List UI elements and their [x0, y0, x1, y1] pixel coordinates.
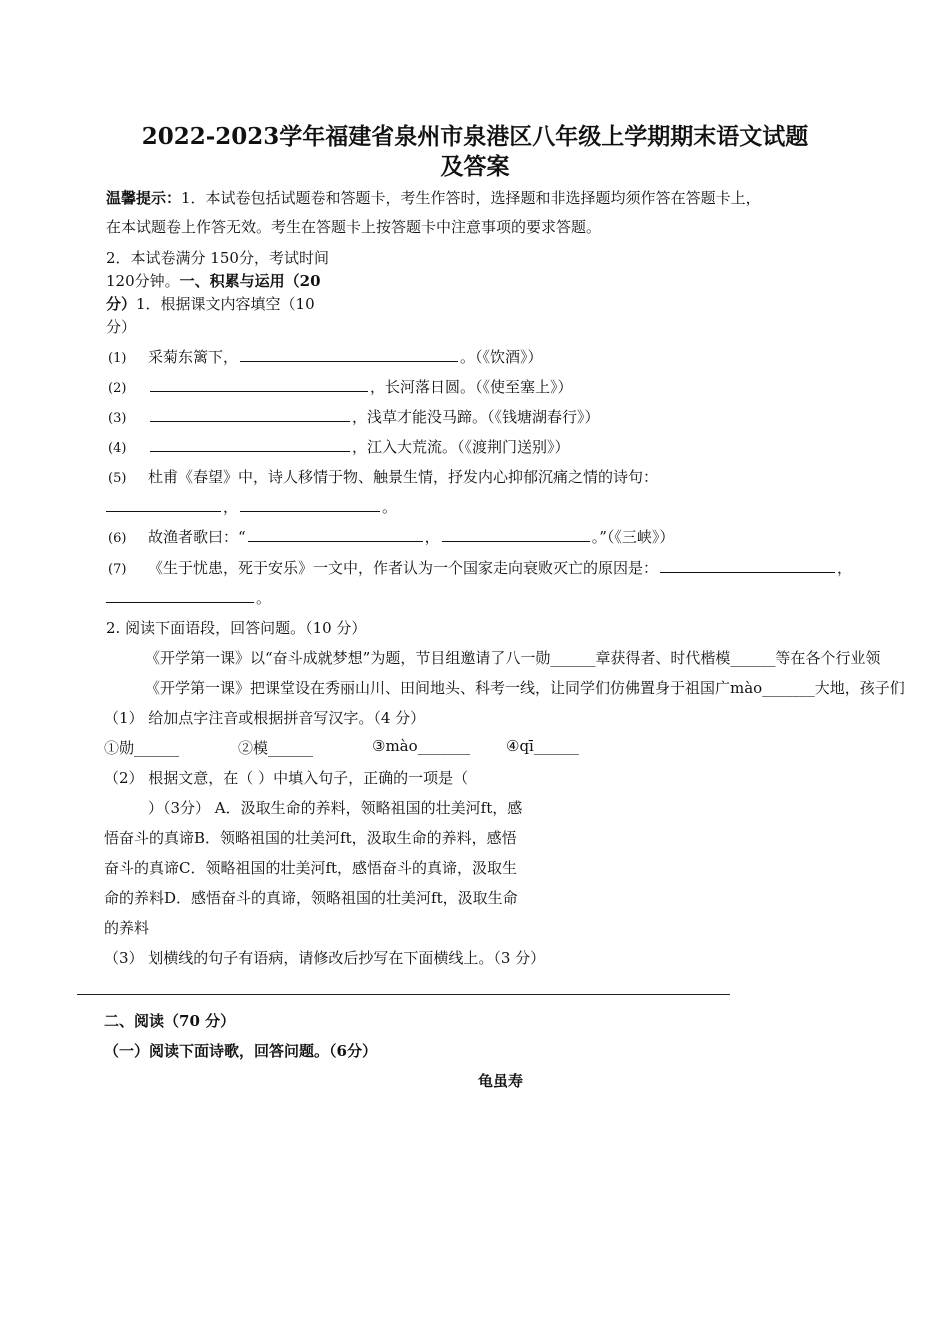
q2-paragraph-1: 《开学第一课》以“奋斗成就梦想”为题，节目组邀请了八一勋______章获得者、时代楷模______等在各个行业领 [145, 649, 881, 667]
answer-blank[interactable] [150, 406, 350, 422]
q2-heading: 2. 阅读下面语段，回答问题。（10 分） [106, 619, 367, 637]
page-title: 2022-2023学年福建省泉州市泉港区八年级上学期期末语文试题 [141, 123, 809, 150]
q2-sub1: （1） 给加点字注音或根据拼音写汉字。（4 分） [104, 709, 426, 727]
notice-line5: 分）1．根据课文内容填空（10 [106, 295, 315, 313]
q1-item-3: (3) ，浅草才能没马蹄。（《钱塘湖春行》） [108, 408, 600, 426]
q1-item-5: (5) 杜甫《春望》中，诗人移情于物、触景生情，抒发内心抑郁沉痛之情的诗句： [108, 468, 659, 486]
section2-subheading: （一）阅读下面诗歌，回答问题。（6分） [104, 1042, 377, 1060]
answer-blank[interactable] [442, 526, 590, 542]
poem-title: 龟虽寿 [478, 1072, 524, 1090]
notice-line6: 分） [106, 318, 137, 336]
q2-option-line1: ）（3分） A．汲取生命的养料，领略祖国的壮美河ft，感 [148, 799, 523, 817]
q2-sub3: （3） 划横线的句子有语病，请修改后抄写在下面横线上。（3 分） [104, 949, 546, 967]
answer-line [77, 994, 730, 995]
q2-paragraph-2: 《开学第一课》把课堂设在秀丽山川、田间地头、科考一线，让同学们仿佛置身于祖国广mào_______大地，孩子们 [145, 679, 905, 697]
q1-item-4: (4) ，江入大荒流。（《渡荆门送别》） [108, 438, 570, 456]
q2-blank-2[interactable]: ②模______ [238, 739, 314, 757]
q1-item-7: (7) 《生于忧患，死于安乐》一文中，作者认为一个国家走向衰败灭亡的原因是： ， [108, 559, 853, 577]
notice-label: 温馨提示： [106, 189, 182, 207]
q2-blank-1[interactable]: ①勋______ [104, 739, 180, 757]
notice-line1: 温馨提示：1．本试卷包括试题卷和答题卡，考生作答时，选择题和非选择题均须作答在答题卡上， [106, 189, 761, 207]
q1-item-6: (6) 故渔者歌曰：“ ， 。”（《三峡》） [108, 528, 675, 546]
notice-line3: 2．本试卷满分 150分，考试时间 [106, 249, 329, 267]
section1-heading: 一、积累与运用（20 [179, 272, 321, 290]
q2-sub2: （2） 根据文意，在（ ）中填入句子，正确的一项是（ [104, 769, 469, 787]
answer-blank[interactable] [240, 496, 380, 512]
q1-item-7-answer: 。 [104, 587, 271, 608]
answer-blank[interactable] [150, 376, 368, 392]
q1-item-2: (2) ，长河落日圆。（《使至塞上》） [108, 378, 573, 396]
q1-item-5-answer: ， 。 [104, 496, 397, 517]
q2-blank-3[interactable]: ③mào_______ [372, 737, 471, 755]
answer-blank[interactable] [248, 526, 423, 542]
notice-line4: 120分钟。一、积累与运用（20 [106, 272, 321, 290]
section2-heading: 二、阅读（70 分） [104, 1012, 236, 1030]
q2-blank-4[interactable]: ④qī______ [506, 737, 579, 755]
answer-blank[interactable] [150, 436, 350, 452]
q2-option-line2: 悟奋斗的真谛B．领略祖国的壮美河ft，汲取生命的养料，感悟 [104, 829, 517, 847]
answer-blank[interactable] [106, 587, 254, 603]
page-title-line2: 及答案 [440, 153, 510, 180]
q1-heading: 1．根据课文内容填空（10 [136, 295, 315, 313]
q2-option-line5: 的养料 [104, 919, 150, 937]
notice-line2: 在本试题卷上作答无效。考生在答题卡上按答题卡中注意事项的要求答题。 [106, 218, 602, 236]
q2-option-line3: 奋斗的真谛C．领略祖国的壮美河ft，感悟奋斗的真谛，汲取生 [104, 859, 518, 877]
q2-option-line4: 命的养料D．感悟奋斗的真谛，领略祖国的壮美河ft，汲取生命 [104, 889, 518, 907]
q1-item-1: (1) 采菊东篱下， 。（《饮酒》） [108, 348, 543, 366]
answer-blank[interactable] [660, 557, 835, 573]
answer-blank[interactable] [106, 496, 221, 512]
answer-blank[interactable] [240, 346, 458, 362]
